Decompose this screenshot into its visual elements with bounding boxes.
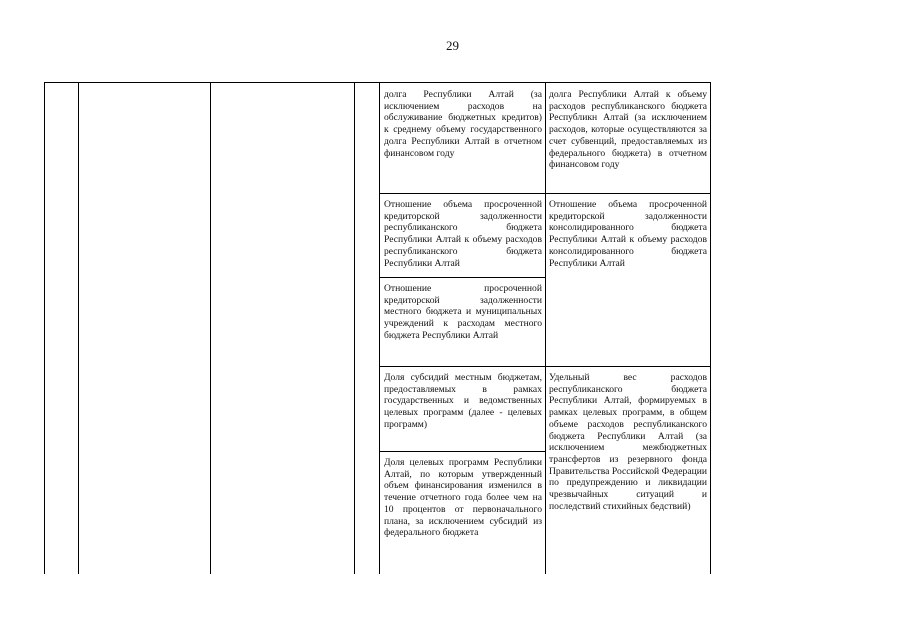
table-border-col3 bbox=[354, 82, 355, 574]
indicator-cell-debt-to-expenses: долга Республики Алтай к объему расходов республиканского бюджета Республикн Алтай (за исключением расходов, которые осуществляются за счет субвенций, предоставляемых из федерального бюджета) в отчетном финансовом году bbox=[549, 89, 707, 171]
table-border-right bbox=[710, 82, 711, 574]
row-divider-1 bbox=[379, 193, 711, 194]
page-number: 29 bbox=[446, 38, 459, 53]
table-border-col2 bbox=[210, 82, 211, 574]
table-border-col4 bbox=[379, 82, 380, 574]
row-divider-3 bbox=[379, 366, 711, 367]
indicator-cell-subsidies-share: Доля субсидий местным бюджетам, предоставляемых в рамках государственных и ведомственных целевых программ (далее - целевых программ) bbox=[384, 372, 542, 430]
indicator-cell-program-expenses-share: Удельный вес расходов республиканского бюджета Республики Алтай, формируемых в рамках целевых программ, в общем объеме расходов республиканского бюджета Республики Алтай (за исключением межбюджетных трансфертов из резервного фонда Правительства Российской Федерации по предупреждению и ликвидации чрезвычайных ситуаций и последствий стихийных бедствий) bbox=[549, 372, 707, 512]
table-border-top bbox=[44, 82, 711, 83]
indicator-cell-debt-service: долга Республики Алтай (за исключением расходов на обслуживание бюджетных кредитов) к среднему объему государственного долга Республики Алтай в отчетном финансовом году bbox=[384, 89, 542, 159]
row-divider-4 bbox=[379, 451, 545, 452]
row-divider-2 bbox=[379, 277, 545, 278]
indicator-cell-overdue-consolidated: Отношение объема просроченной кредиторской задолженности консолидированного бюджета Республики Алтай к объему расходов консолидированного бюджета Республики Алтай bbox=[549, 199, 707, 269]
indicator-cell-program-changes: Доля целевых программ Республики Алтай, по которым утвержденный объем финансирования изменился в течение отчетного года более чем на 10 процентов от первоначального плана, за исключением субсидий из федерального бюджета bbox=[384, 457, 542, 539]
table-border-col5 bbox=[545, 82, 546, 574]
table-border-left bbox=[44, 82, 45, 574]
indicator-cell-overdue-local: Отношение просроченной кредиторской задолженности местного бюджета и муниципальных учреждений к расходам местного бюджета Республики Алтай bbox=[384, 283, 542, 341]
table-border-col1 bbox=[78, 82, 79, 574]
indicator-cell-overdue-republican: Отношение объема просроченной кредиторской задолженности республиканского бюджета Республики Алтай к объему расходов республиканского бюджета Республики Алтай bbox=[384, 199, 542, 269]
